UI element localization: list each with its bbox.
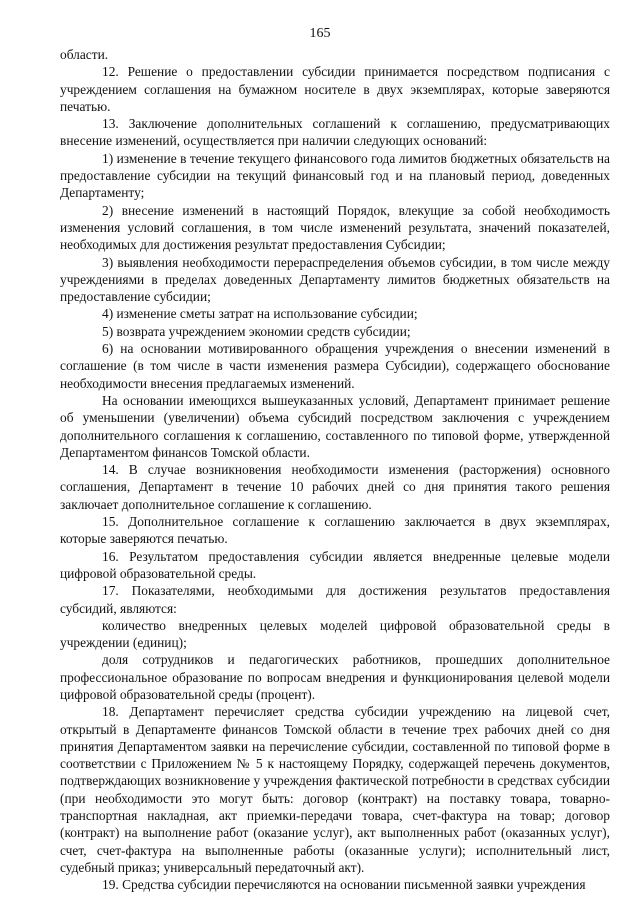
paragraph-13-item-2: 2) внесение изменений в настоящий Порядок, влекущие за собой необходимость изменения условий соглашения, в том числе изменений результата, значений показателей, необходимых для достижения результат предоставления Субсидии; [60,202,610,253]
paragraph-13-item-4: 4) изменение сметы затрат на использование субсидии; [102,306,418,322]
paragraph-continuation: области. [60,47,109,62]
paragraph-15: 15. Дополнительное соглашение к соглашению заключается в двух экземплярах, которые заверяются печатью. [60,514,610,547]
paragraph-13-item-5: 5) возврата учреждением экономии средств субсидии; [102,323,411,339]
paragraph-16: 16. Результатом предоставления субсидии является внедренные целевые модели цифровой образовательной среды. [60,548,610,581]
paragraph-13-item-6: 6) на основании мотивированного обращения учреждения о внесении изменений в соглашение (в том числе в части изменения размера Субсидии), содержащего обоснование необходимости внесения предлагаемых изменений. [60,341,610,391]
paragraph-17-indicator-2: доля сотрудников и педагогических работников, прошедших дополнительное профессиональное образование по вопросам внедрения и функционирования целевой модели цифровой образовательной среды (процент). [60,652,610,702]
paragraph-19: 19. Средства субсидии перечисляются на основании письменной заявки учреждения [102,877,586,893]
paragraph-13: 13. Заключение дополнительных соглашений к соглашению, предусматривающих внесение изменений, осуществляется при наличии следующих оснований: [60,116,610,149]
paragraph-17: 17. Показателями, необходимыми для достижения результатов предоставления субсидий, являются: [60,583,610,616]
document-body [60,46,610,894]
paragraph-13-item-3: 3) выявления необходимости перераспределения объемов субсидии, в том числе между учреждениями в пределах доведенных Департаменту лимитов бюджетных обязательств на предоставление субсидии; [60,254,610,305]
page-number: 165 [309,26,331,41]
paragraph-13-decision: На основании имеющихся вышеуказанных условий, Департамент принимает решение об уменьшении (увеличении) объема субсидий посредством заключения с учреждением дополнительного соглашения к соглашению, составленного по типовой форме, утвержденной Департаментом финансов Томской области. [60,392,610,460]
paragraph-12: 12. Решение о предоставлении субсидии принимается посредством подписания с учреждением соглашения на бумажном носителе в двух экземплярах, которые заверяются печатью. [60,64,610,114]
paragraph-17-indicator-1: количество внедренных целевых моделей цифровой образовательной среды в учреждении (единиц); [60,617,610,651]
paragraph-13-item-1: 1) изменение в течение текущего финансового года лимитов бюджетных обязательств на предоставление субсидии на текущий финансовый год и на плановый период, доведенных Департаменту; [60,150,610,201]
paragraph-14: 14. В случае возникновения необходимости изменения (расторжения) основного соглашения, Департамент в течение 10 рабочих дней со дня принятия такого решения заключает дополнительное соглашение к соглашению. [60,462,610,512]
paragraph-18: 18. Департамент перечисляет средства субсидии учреждению на лицевой счет, открытый в Департаменте финансов Томской области в течение трех рабочих дней со дня принятия Департаментом заявки на перечисление субсидии, составленной по типовой форме в соответствии с Приложением № 5 к настоящему Порядку, содержащей перечень документов, подтверждающих возникновение у учреждения фактической потребности в средствах субсидии (при необходимости это могут быть: договор (контракт) на поставку товара, товарно-транспортная накладная, акт приемки-передачи товара, счет-фактура на товар; договор (контракт) на выполнение работ (оказание услуг), акт выполненных работ (оказанных услуг), счет, счет-фактура на выполненные работы (оказанные услуги); исполнительный лист, судебный приказ; универсальный передаточный акт). [60,704,610,875]
